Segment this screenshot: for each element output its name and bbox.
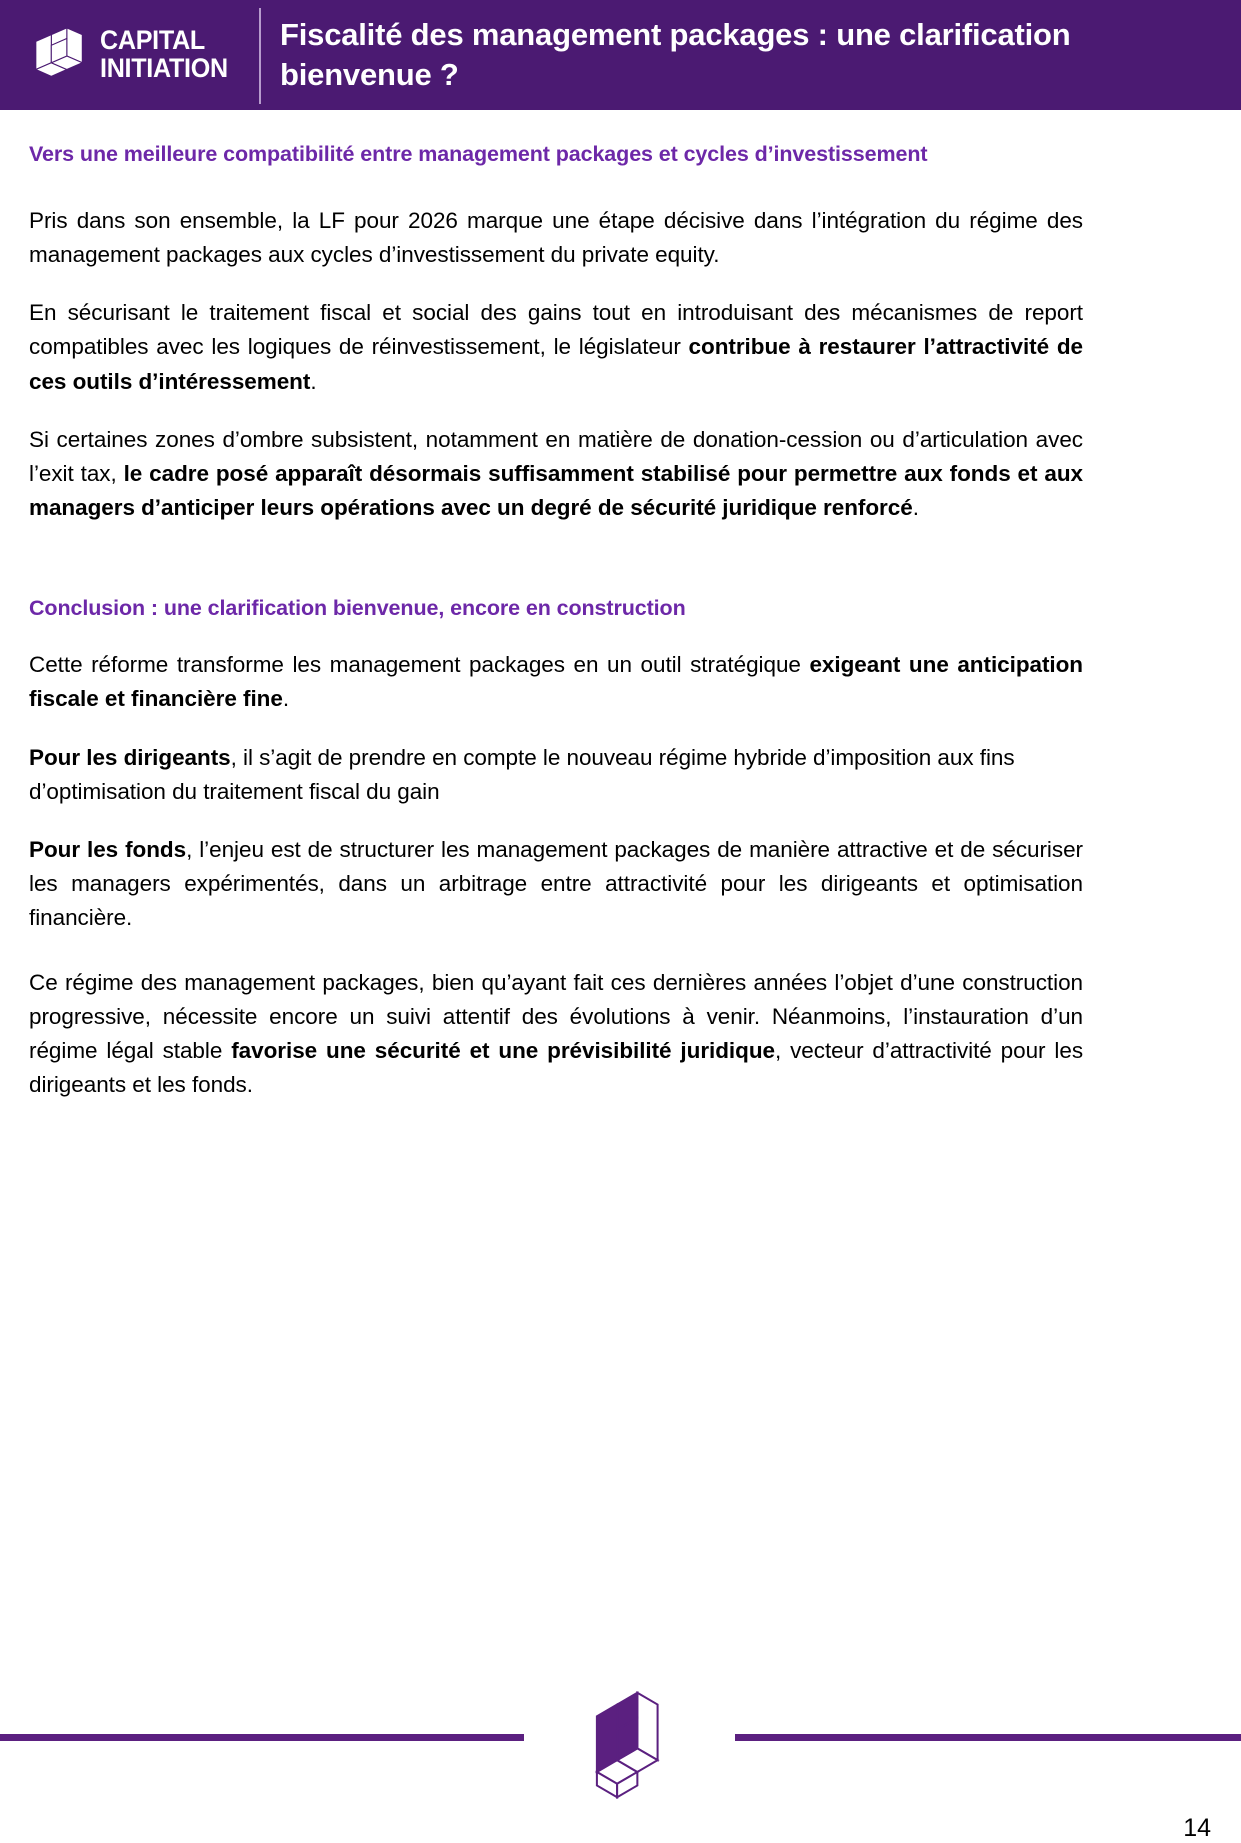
body-text: Ce régime des management packages, bien qu’ayant fait ces dernières années l’objet d’une construction progressive, nécessite encore un suivi attentif des évolutions à venir. Néanmoins, l’instauration d’un régime légal stable: [29, 969, 1083, 1063]
body-text: , vecteur d’attractivité pour les dirigeants et les fonds.: [29, 1037, 1084, 1098]
body-text: Pris dans son ensemble, la LF pour 2026 marque une étape décisive dans l’intégration du régime des management packages aux cycles d’investissement du private equity.: [29, 207, 1083, 268]
emphasis-text: exigeant une anticipation fiscale et financière fine: [29, 652, 1084, 712]
paragraph-pour-les-dirigeants: [29, 741, 1083, 809]
brand-wordmark: [100, 27, 228, 82]
body-text: .: [310, 368, 317, 394]
capital-initiation-cube-icon: [30, 24, 92, 86]
spacer: [29, 272, 1083, 296]
emphasis-text: contribue à restaurer l’attractivité de ces outils d’intéressement: [29, 334, 1083, 394]
paragraph-ce-regime-des-management-packages: [29, 966, 1083, 1103]
body-text: , l’enjeu est de structurer les management packages de manière attractive et de sécuriser les managers expérimentés, dans un arbitrage entre attractivité pour les dirigeants et optimisation financière.: [29, 837, 1083, 931]
footer-cube-icon: [563, 1686, 678, 1804]
spacer: [29, 622, 1083, 648]
footer-rule-left: [0, 1734, 524, 1741]
paragraph-en-securisant: [29, 296, 1083, 399]
paragraph-pris-dans-son-ensemble: [29, 204, 1083, 272]
spacer: [29, 168, 1083, 204]
brand-wordmark-line2: INITIATION: [100, 53, 228, 83]
page-number: 14: [1183, 1814, 1211, 1842]
paragraph-cette-reforme: [29, 648, 1083, 716]
body-text: .: [912, 495, 919, 521]
emphasis-text: Pour les fonds: [29, 837, 187, 862]
footer-rule-right: [735, 1734, 1241, 1741]
paragraph-pour-les-fonds: [29, 833, 1083, 936]
spacer: [29, 525, 1083, 595]
spacer: [29, 399, 1083, 423]
body-text: , il s’agit de prendre en compte le nouveau régime hybride d’imposition aux fins d’optimisation du traitement fiscal du gain: [29, 744, 1015, 804]
brand-wordmark-line1: CAPITAL: [100, 25, 205, 56]
emphasis-text: Pour les dirigeants: [29, 744, 231, 770]
spacer: [29, 717, 1083, 741]
body-text: En sécurisant le traitement fiscal et social des gains tout en introduisant des mécanismes de report compatibles avec les logiques de réinvestissement, le législateur: [29, 300, 1083, 360]
document-body: [29, 110, 1083, 1102]
page-title: Fiscalité des management packages : une clarification bienvenue ?: [280, 16, 1071, 92]
spacer: [29, 936, 1083, 966]
body-text: Si certaines zones d’ombre subsistent, notamment en matière de donation-cession ou d’articulation avec l’exit tax,: [29, 426, 1083, 486]
paragraph-si-certaines-zones: [29, 423, 1083, 526]
body-text: Cette réforme transforme les management packages en un outil stratégique: [29, 652, 810, 678]
page-header: [0, 0, 1241, 110]
body-text: .: [282, 686, 290, 712]
page-footer: [0, 1662, 1241, 1842]
header-divider: [259, 8, 261, 104]
section-heading-conclusion: Conclusion : une clarification bienvenue, encore en construction: [29, 596, 686, 621]
section-heading-compatibilite: Vers une meilleure compatibilité entre management packages et cycles d’investissement: [29, 142, 928, 166]
emphasis-text: le cadre posé apparaît désormais suffisamment stabilisé pour permettre aux fonds et aux managers d’anticiper leurs opérations avec un degré de sécurité juridique renforcé: [29, 461, 1083, 521]
spacer: [29, 809, 1083, 833]
emphasis-text: favorise une sécurité et une prévisibilité juridique: [231, 1037, 775, 1063]
brand-logo: [0, 0, 258, 110]
